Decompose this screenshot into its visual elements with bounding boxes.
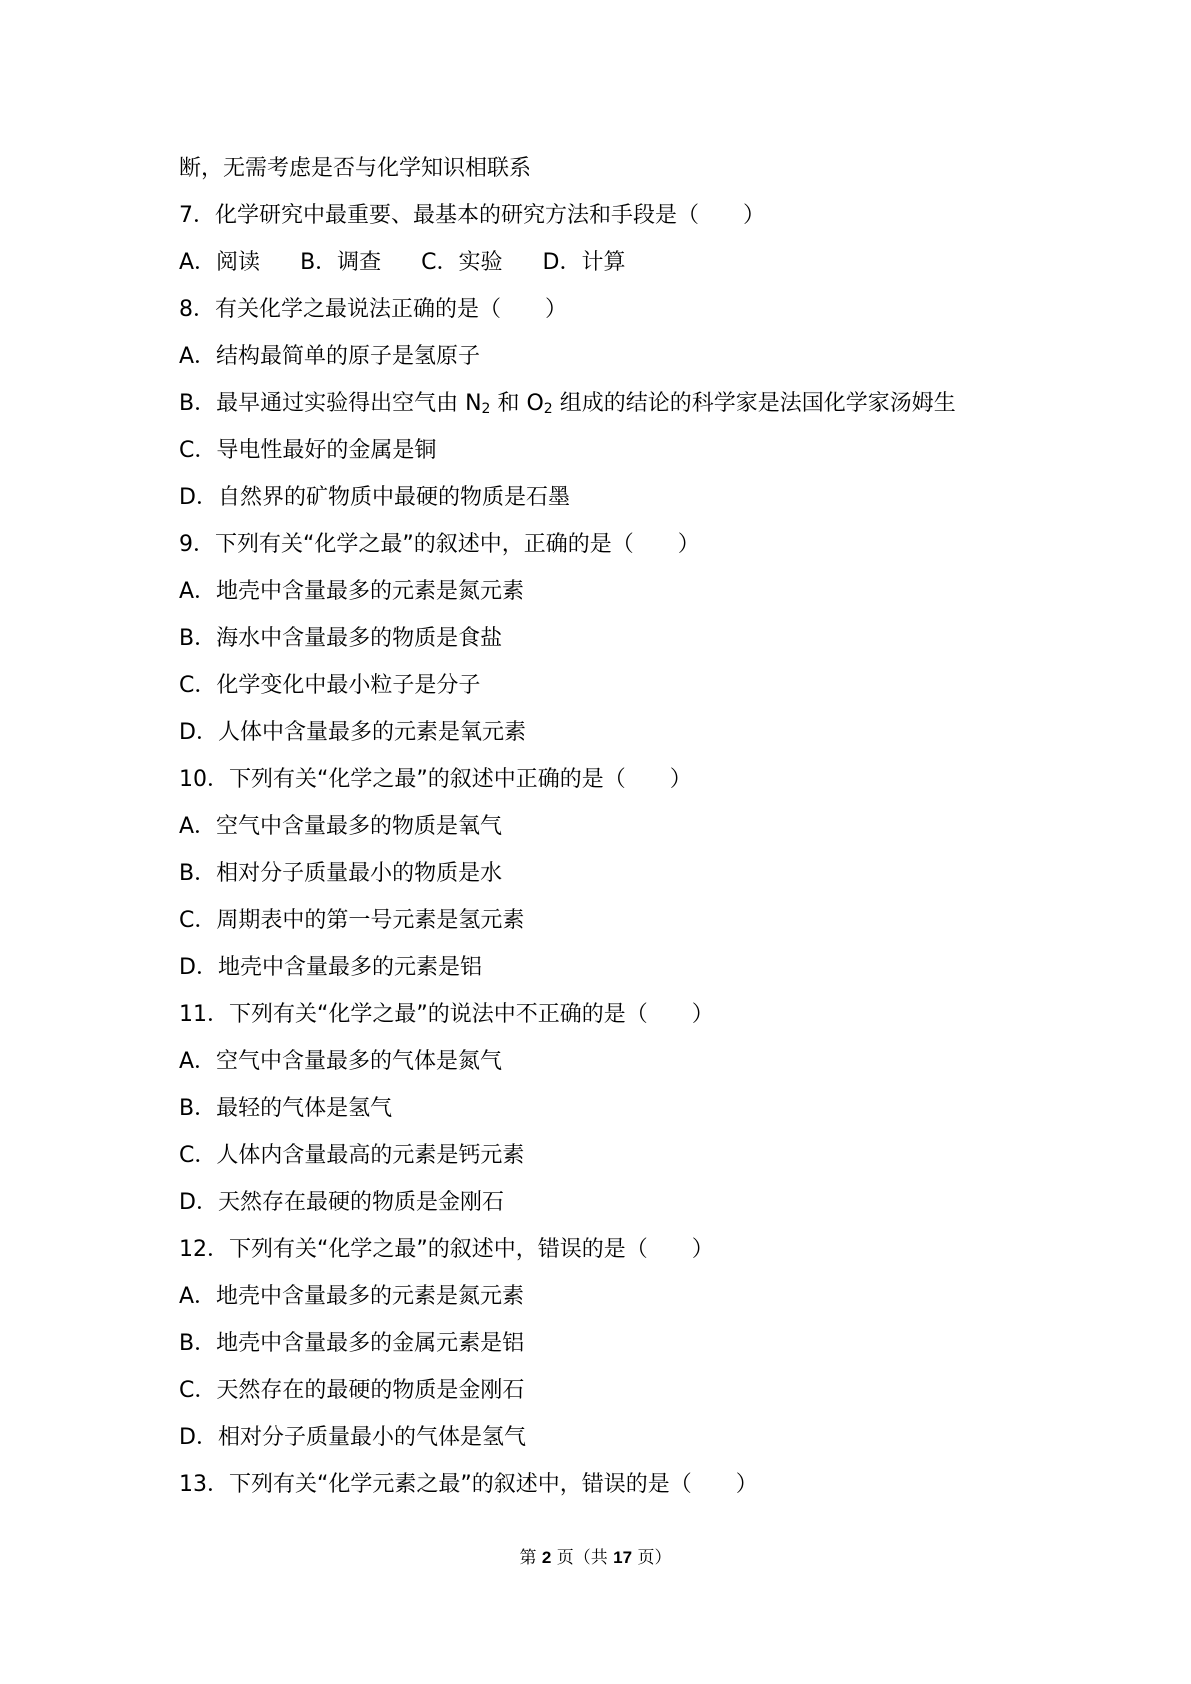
option-a: A．地壳中含量最多的元素是氮元素 <box>179 579 525 604</box>
option-a: A．阅读 <box>179 250 261 275</box>
question-8: 8．有关化学之最说法正确的是（ ） <box>179 297 567 322</box>
footer-text: 页（共 <box>551 1548 614 1568</box>
option-b-with-formula <box>179 380 1059 427</box>
option-b: B．相对分子质量最小的物质是水 <box>179 861 503 886</box>
option-a: A．地壳中含量最多的元素是氮元素 <box>179 1284 525 1309</box>
question-13: 13．下列有关“化学元素之最”的叙述中，错误的是（ ） <box>179 1472 758 1497</box>
footer-text: 页） <box>632 1548 672 1568</box>
subscript: 2 <box>481 401 491 417</box>
option-a: A．空气中含量最多的气体是氮气 <box>179 1049 503 1074</box>
option-c: C．实验 <box>421 250 503 275</box>
total-page-number: 17 <box>613 1548 633 1567</box>
option-b: B．地壳中含量最多的金属元素是铝 <box>179 1331 525 1356</box>
subscript: 2 <box>543 401 553 417</box>
current-page-number: 2 <box>541 1548 552 1567</box>
option-d: D．天然存在最硬的物质是金刚石 <box>179 1190 504 1215</box>
question-12: 12．下列有关“化学之最”的叙述中，错误的是（ ） <box>179 1237 714 1262</box>
option-c: C．人体内含量最高的元素是钙元素 <box>179 1143 525 1168</box>
question-7-options <box>179 239 1059 286</box>
option-text: 组成的结论的科学家是法国化学家汤姆生 <box>552 391 956 416</box>
footer-text: 第 <box>519 1548 542 1568</box>
question-11: 11．下列有关“化学之最”的说法中不正确的是（ ） <box>179 1002 714 1027</box>
option-d: D．计算 <box>542 250 626 275</box>
option-text: 和 O <box>490 391 544 416</box>
option-c: C．化学变化中最小粒子是分子 <box>179 673 481 698</box>
question-7: 7．化学研究中最重要、最基本的研究方法和手段是（ ） <box>179 203 765 228</box>
option-text: B．最早通过实验得出空气由 N <box>179 391 482 416</box>
option-c: C．天然存在的最硬的物质是金刚石 <box>179 1378 525 1403</box>
page-footer <box>0 1543 1191 1568</box>
option-c: C．周期表中的第一号元素是氢元素 <box>179 908 525 933</box>
option-b: B．调查 <box>300 250 382 275</box>
option-d: D．地壳中含量最多的元素是铝 <box>179 955 482 980</box>
option-c: C．导电性最好的金属是铜 <box>179 438 437 463</box>
question-10: 10．下列有关“化学之最”的叙述中正确的是（ ） <box>179 767 692 792</box>
option-a: A．结构最简单的原子是氢原子 <box>179 344 481 369</box>
text-line: 断，无需考虑是否与化学知识相联系 <box>179 156 532 181</box>
option-a: A．空气中含量最多的物质是氧气 <box>179 814 503 839</box>
option-d: D．人体中含量最多的元素是氧元素 <box>179 720 526 745</box>
option-d: D．自然界的矿物质中最硬的物质是石墨 <box>179 485 570 510</box>
question-9: 9．下列有关“化学之最”的叙述中，正确的是（ ） <box>179 532 700 557</box>
question-list <box>179 145 1059 1508</box>
option-d: D．相对分子质量最小的气体是氢气 <box>179 1425 526 1450</box>
option-b: B．最轻的气体是氢气 <box>179 1096 393 1121</box>
option-b: B．海水中含量最多的物质是食盐 <box>179 626 503 651</box>
